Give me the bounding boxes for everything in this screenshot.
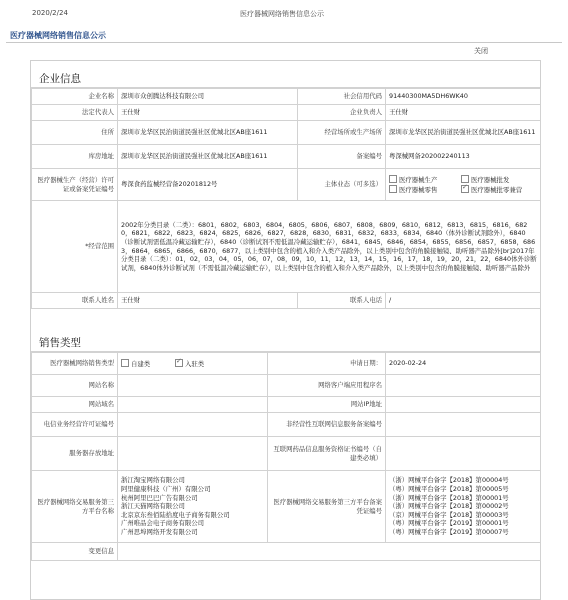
option-retail[interactable]: 医疗器械零售	[389, 185, 461, 195]
contact-name: 王仕财	[118, 293, 298, 309]
apply-date-label: 申请日期：	[268, 353, 386, 375]
platform-label: 医疗器械网络交易服务第三方平台名称	[32, 471, 118, 543]
list-item: 浙江淘宝网络有限公司	[121, 476, 185, 485]
address-label: 住所	[32, 121, 118, 145]
legal-rep-label: 法定代表人	[32, 105, 118, 121]
telecom-label: 电信业务经营许可证编号	[32, 413, 118, 437]
company-name-label: 企业名称	[32, 89, 118, 105]
business-place: 深圳市龙华区民治街道民强社区优城北区AB座1611	[386, 121, 541, 145]
site-name-label: 网站名称	[32, 375, 118, 397]
server	[118, 437, 268, 471]
sales-type-options	[118, 353, 268, 375]
ip-label: 网站IP地址	[268, 397, 386, 413]
non-op-label: 非经营性互联网信息服务备案编号	[268, 413, 386, 437]
list-item: （粤）网械平台备字【2019】第00001号	[389, 519, 509, 528]
list-item: （京）网械平台备字【2018】第00003号	[389, 510, 509, 519]
drug-cert	[386, 437, 541, 471]
principal-label: 企业负责人	[298, 105, 386, 121]
telecom	[118, 413, 268, 437]
scope-label: *经营范围	[32, 201, 118, 293]
section-sales-title: 销售类型	[39, 337, 81, 349]
print-title: 医疗器械网络销售信息公示	[240, 10, 324, 18]
section-enterprise	[31, 67, 540, 88]
platform-list	[118, 471, 268, 543]
contact-phone-label: 联系人电话	[298, 293, 386, 309]
list-item: 浙江天猫网络有限公司	[121, 502, 185, 511]
domain	[118, 397, 268, 413]
business-form-options	[386, 169, 541, 201]
checkbox-icon[interactable]	[389, 185, 397, 193]
print-header	[0, 0, 568, 26]
legal-rep: 王仕财	[118, 105, 298, 121]
sales-type-label: 医疗器械网络销售类型	[32, 353, 118, 375]
option-wholesale[interactable]: 医疗器械批发	[461, 175, 509, 185]
list-item: （浙）网械平台备字【2018】第00001号	[389, 493, 509, 502]
non-op	[386, 413, 541, 437]
credit-code-label: 社会信用代码	[298, 89, 386, 105]
business-scope: 2002年分类目录（二类）：6801，6802，6803，6804，6805，6806，6807，6808，6809，6810，6812，6813，6815，6816，6820，6821，6822，6823，6824，6825，6826，6827，6828，6830，6831，6832，6833，6834，6840（体外诊断试剂除外），6840（诊断试剂需低温冷藏运输贮存），6840（诊断试剂不需低温冷藏运输贮存），6841，6845，6846，6854，6855，6856，6857，6858，6863，6864，6865，6866，6870，6877，以上类别中包含的植入和介入类产品除外，以上类别中包含的角膜接触镜、助听器产品除外[br]2017年分类目录（二类）：01，02，03，04，05，06，07，08，09，10，11，12，13，14，15，16，17，18，19，20，21，22，6840体外诊断试剂，6840体外诊断试剂（不需低温冷藏运输贮存），以上类别中包含的植入和介入类产品除外，以上类别中包含的角膜接触镜、助听器产品除外	[118, 201, 541, 293]
checkbox-icon[interactable]	[389, 175, 397, 183]
drug-cert-label: 互联网药品信息服务资格证书编号（自建类必填）	[268, 437, 386, 471]
checkbox-checked-icon[interactable]	[461, 185, 469, 193]
list-item: 阿里健康科技（广州）有限公司	[121, 484, 211, 493]
list-item: 北京京东叁佰陆拾度电子商务有限公司	[121, 510, 230, 519]
print-date: 2020/2/24	[32, 9, 68, 17]
client-app-label: 网络客户端应用程序名	[268, 375, 386, 397]
server-label: 服务器存放地址	[32, 437, 118, 471]
change-info	[118, 543, 541, 561]
license-label: 医疗器械生产（经营）许可证或备案凭证编号	[32, 169, 118, 201]
contact-name-label: 联系人姓名	[32, 293, 118, 309]
section-sales	[31, 331, 540, 352]
principal: 王仕财	[386, 105, 541, 121]
option-self-built[interactable]: 自建类	[121, 359, 175, 369]
contact-phone: /	[386, 293, 541, 309]
info-frame	[30, 60, 541, 600]
list-item: （浙）网械平台备字【2018】第00004号	[389, 476, 509, 485]
checkbox-icon[interactable]	[121, 359, 129, 367]
close-button[interactable]: 关闭	[474, 47, 488, 55]
filing-no-label: 备案编号	[298, 145, 386, 169]
platform-cert-label: 医疗器械网络交易服务第三方平台备案凭证编号	[268, 471, 386, 543]
ip	[386, 397, 541, 413]
platform-cert-list	[386, 471, 541, 543]
list-item: （粤）网械平台备字【2019】第00007号	[389, 528, 509, 537]
option-production[interactable]: 医疗器械生产	[389, 175, 461, 185]
checkbox-checked-icon[interactable]	[175, 359, 183, 367]
site-name	[118, 375, 268, 397]
list-item: 杭州阿里巴巴广告有限公司	[121, 493, 198, 502]
client-app	[386, 375, 541, 397]
option-mixed[interactable]: ✓ 医疗器械批零兼营	[461, 185, 522, 195]
company-name: 深圳市众创腾达科技有限公司	[118, 89, 298, 105]
option-settled[interactable]: ✓ 入驻类	[175, 360, 204, 368]
section-enterprise-title: 企业信息	[39, 73, 81, 85]
business-place-label: 经营场所或生产场所	[298, 121, 386, 145]
list-item: 广州思埠网络开发有限公司	[121, 528, 198, 537]
warehouse: 深圳市龙华区民治街道民强社区优城北区AB座1611	[118, 145, 298, 169]
credit-code: 91440300MA5DH6WK40	[386, 89, 541, 105]
portal-name: 医疗器械网络销售信息公示	[10, 31, 106, 40]
enterprise-table	[31, 88, 541, 309]
address: 深圳市龙华区民治街道民强社区优城北区AB座1611	[118, 121, 298, 145]
list-item: 广州唯品会电子商务有限公司	[121, 519, 205, 528]
apply-date: 2020-02-24	[386, 353, 541, 375]
portal-header	[6, 26, 562, 43]
list-item: （粤）网械平台备字【2018】第00005号	[389, 484, 509, 493]
list-item: （浙）网械平台备字【2018】第00002号	[389, 502, 509, 511]
domain-label: 网站域名	[32, 397, 118, 413]
change-label: 变更信息	[32, 543, 118, 561]
warehouse-label: 库房地址	[32, 145, 118, 169]
license: 粤深食药监械经营备20201812号	[118, 169, 298, 201]
sales-table	[31, 352, 541, 561]
filing-no: 粤深械网备202002240113	[386, 145, 541, 169]
business-form-label: 主体业态（可多选）	[298, 169, 386, 201]
